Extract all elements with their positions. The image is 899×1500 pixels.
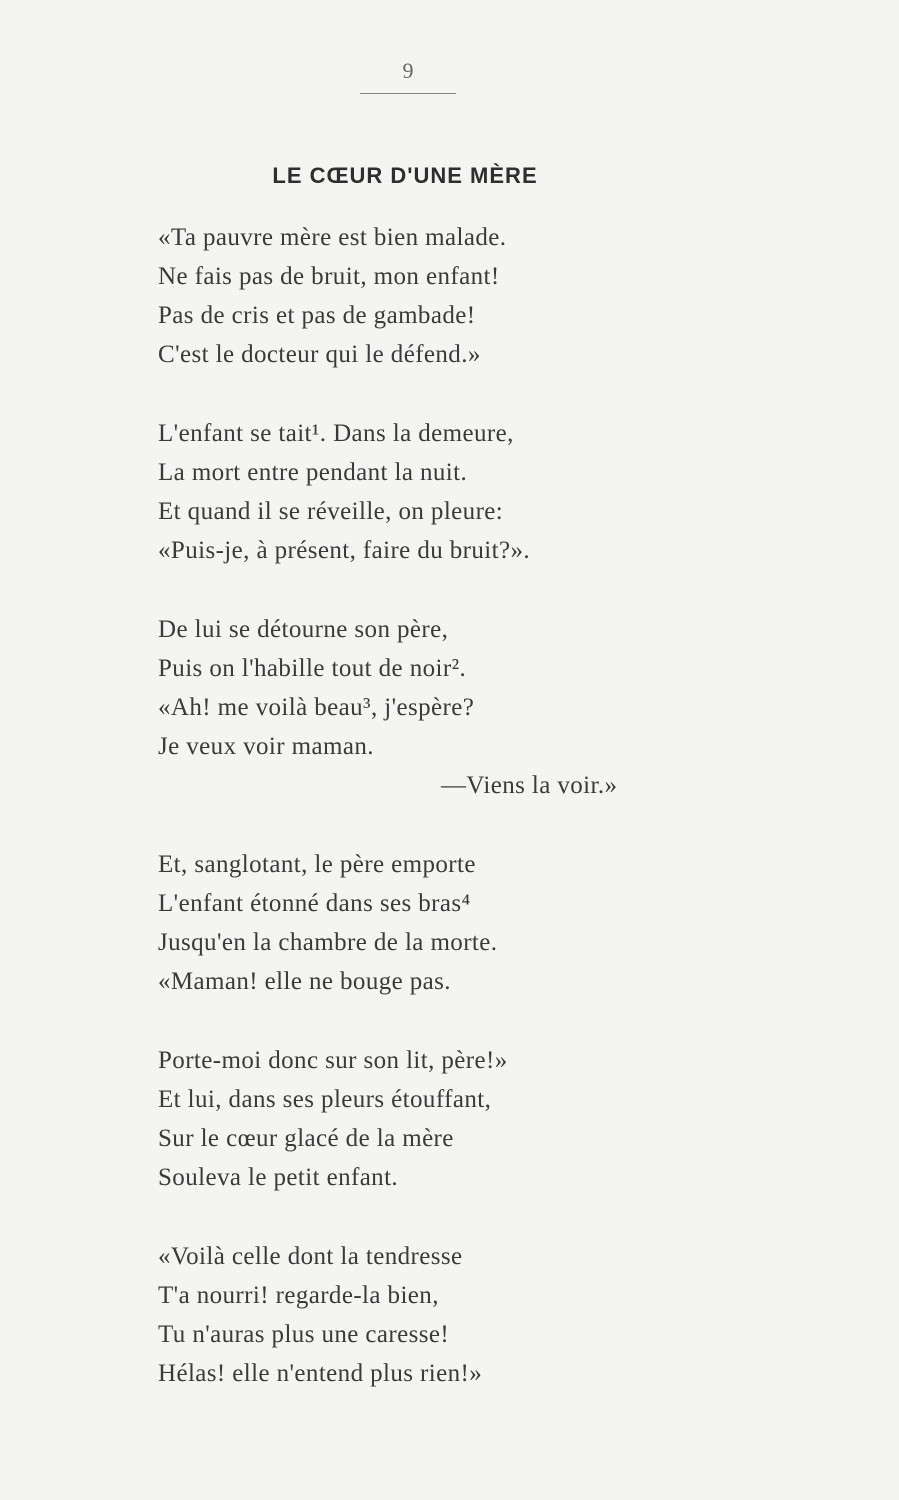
- verse-line: La mort entre pendant la nuit.: [158, 459, 468, 486]
- verse-line: Et lui, dans ses pleurs étouffant,: [158, 1086, 492, 1113]
- verse-line: C'est le docteur qui le défend.»: [158, 341, 481, 368]
- stanza-3: [158, 610, 778, 805]
- stanza-1: [158, 218, 778, 374]
- verse-line: «Ta pauvre mère est bien malade.: [158, 224, 507, 251]
- page-number: 9: [402, 58, 414, 83]
- verse-line-indented: —Viens la voir.»: [441, 772, 618, 799]
- page-number-rule: [360, 93, 456, 94]
- verse-line: «Puis-je, à présent, faire du bruit?».: [158, 537, 531, 564]
- verse-line: Tu n'auras plus une caresse!: [158, 1321, 450, 1348]
- verse-line: Et, sanglotant, le père emporte: [158, 851, 476, 878]
- stanza-6: [158, 1237, 778, 1393]
- verse-line: Porte-moi donc sur son lit, père!»: [158, 1047, 508, 1074]
- verse-line: L'enfant se tait¹. Dans la demeure,: [158, 420, 514, 447]
- verse-line: Puis on l'habille tout de noir².: [158, 655, 467, 682]
- verse-line: Je veux voir maman.: [158, 733, 374, 760]
- verse-line: «Maman! elle ne bouge pas.: [158, 968, 451, 995]
- verse-line: Et quand il se réveille, on pleure:: [158, 498, 504, 525]
- verse-line: Sur le cœur glacé de la mère: [158, 1125, 454, 1152]
- verse-line: Souleva le petit enfant.: [158, 1164, 399, 1191]
- verse-line: T'a nourri! regarde-la bien,: [158, 1282, 439, 1309]
- verse-line: Pas de cris et pas de gambade!: [158, 302, 476, 329]
- verse-line: De lui se détourne son père,: [158, 616, 449, 643]
- verse-line: L'enfant étonné dans ses bras⁴: [158, 890, 471, 917]
- poem-body: [158, 218, 778, 1433]
- stanza-2: [158, 414, 778, 570]
- verse-line: Jusqu'en la chambre de la morte.: [158, 929, 498, 956]
- stanza-4: [158, 845, 778, 1001]
- stanza-5: [158, 1041, 778, 1197]
- poem-title: LE CŒUR D'UNE MÈRE: [272, 163, 538, 188]
- verse-line: «Voilà celle dont la tendresse: [158, 1243, 463, 1270]
- verse-line: Ne fais pas de bruit, mon enfant!: [158, 263, 500, 290]
- verse-line: «Ah! me voilà beau³, j'espère?: [158, 694, 475, 721]
- verse-line: Hélas! elle n'entend plus rien!»: [158, 1360, 483, 1387]
